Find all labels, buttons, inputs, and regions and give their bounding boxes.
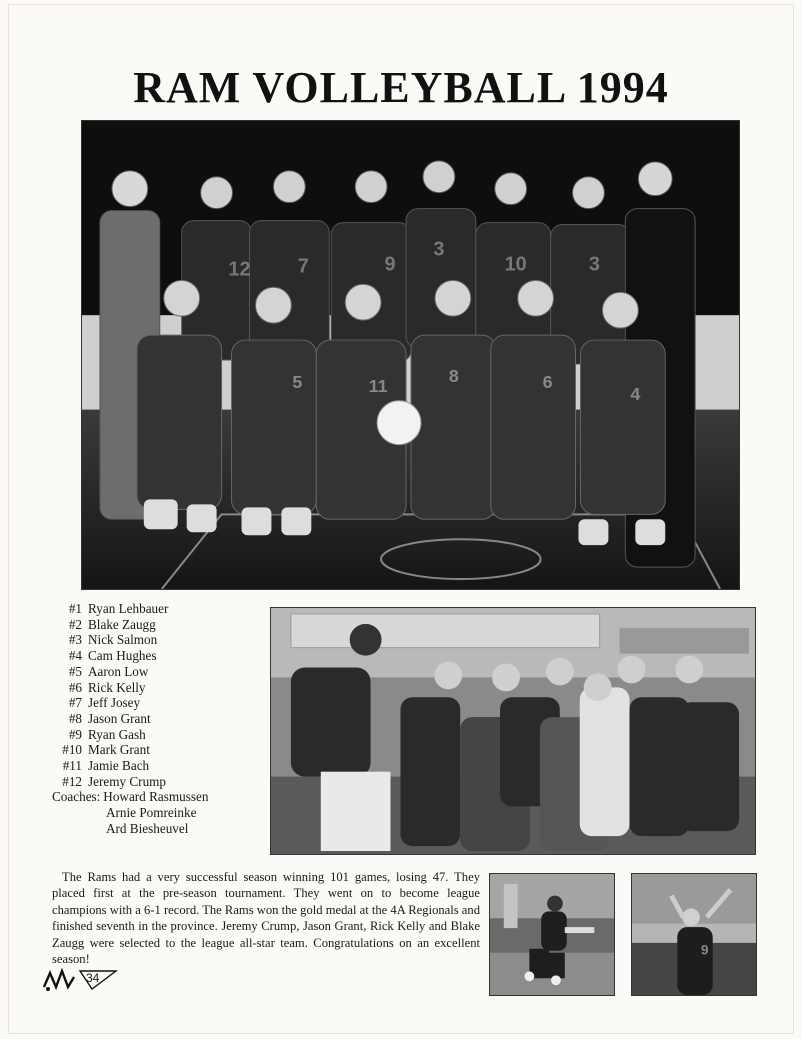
jersey-number: 6 — [542, 371, 553, 392]
coach-name: Howard Rasmussen — [103, 789, 209, 805]
ram-logo-icon — [40, 965, 120, 995]
roster-row: #3 Nick Salmon — [68, 632, 158, 648]
action-photo-dig-art — [490, 874, 614, 995]
page-number: 34 — [86, 971, 100, 985]
jersey-number: 5 — [292, 371, 303, 392]
coaches-row — [52, 789, 262, 805]
roster-row: #10 Mark Grant — [62, 742, 150, 758]
roster-row: #11 Jamie Bach — [62, 758, 150, 774]
page-title: RAM VOLLEYBALL 1994 — [133, 63, 669, 112]
roster-row: #4 Cam Hughes — [68, 648, 157, 664]
roster-row: #2 Blake Zaugg — [68, 616, 156, 632]
footer-ram-logo — [40, 965, 120, 995]
roster-row: #7 Jeff Josey — [68, 695, 141, 711]
jersey-number: 3 — [433, 238, 445, 261]
roster-row: #8 Jason Grant — [68, 710, 151, 726]
roster-list — [52, 601, 262, 837]
action-photo-set — [631, 873, 757, 996]
jersey-number: 10 — [504, 253, 527, 276]
action-photo-set-art — [632, 874, 756, 995]
coaches-label: Coaches: — [52, 789, 101, 805]
roster-row: #9 Ryan Gash — [68, 726, 146, 742]
jersey-number: 12 — [228, 258, 251, 281]
jersey-number: 9 — [384, 253, 396, 276]
huddle-photo — [270, 607, 756, 855]
season-summary: The Rams had a very successful season winning 101 games, losing 47. They placed first at the pre-season tournament. They went on to become league champions with a 6-1 record. The Rams won the gold medal at the 4A Regionals and finished seventh in the province. Jeremy Crump, Jason Grant, Rick Kelly and Blake Zaugg were selected to the league all-star team. Congratulations on an excellent season! — [52, 870, 480, 967]
roster-row: #1 Ryan Lehbauer — [68, 601, 169, 616]
jersey-number: 7 — [297, 255, 309, 278]
coach-name: Ard Biesheuvel — [106, 820, 189, 836]
team-photo — [81, 120, 740, 590]
jersey-number: 8 — [448, 365, 459, 386]
jersey-number: 4 — [630, 383, 641, 404]
roster-row: #6 Rick Kelly — [68, 679, 146, 695]
coach-name: Arnie Pomreinke — [106, 805, 197, 821]
team-photo-art — [82, 121, 739, 589]
roster-row: #5 Aaron Low — [68, 663, 149, 679]
jersey-number: 11 — [368, 375, 388, 396]
jersey-number: 3 — [588, 253, 600, 276]
action-photo-dig — [489, 873, 615, 996]
svg-text:9: 9 — [700, 942, 709, 958]
huddle-photo-art — [271, 608, 755, 854]
roster-row: #12 Jeremy Crump — [62, 773, 167, 789]
